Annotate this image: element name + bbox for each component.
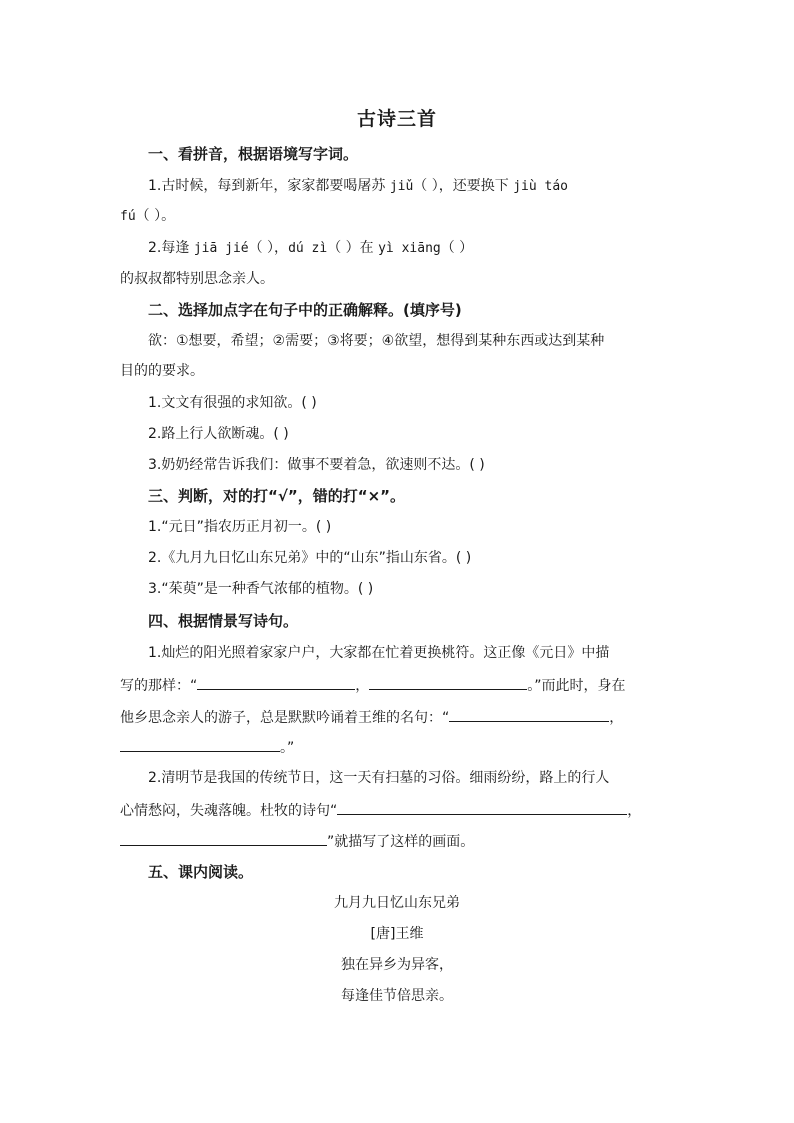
sec4-question-2-line-1: 2.清明节是我国的传统节日，这一天有扫墓的习俗。细雨纷纷，路上的行人 bbox=[148, 770, 610, 786]
pinyin-yi-xiang: yì xiāng bbox=[378, 241, 441, 256]
sec1-q1-text-a: 1.古时候，每到新年，家家都要喝屠苏 bbox=[148, 178, 390, 194]
sec1-q1-text-b: （ ），还要换下 bbox=[413, 178, 514, 194]
sec4-q1-text-f: 。” bbox=[280, 740, 295, 756]
poem-line-1: 独在异乡为异客， bbox=[341, 957, 453, 973]
sec4-question-1-line-1: 1.灿烂的阳光照着家家户户，大家都在忙着更换桃符。这正像《元日》中描 bbox=[148, 645, 610, 661]
sec3-question-3: 3.“茱萸”是一种香气浓郁的植物。( ) bbox=[148, 581, 374, 597]
sec3-question-1: 1.“元日”指农历正月初一。( ) bbox=[148, 519, 332, 535]
sec4-question-1-line-2 bbox=[120, 674, 626, 696]
pinyin-jiu: jiǔ bbox=[389, 179, 414, 194]
answer-blank-qingming-1[interactable] bbox=[337, 799, 627, 815]
section-2-heading: 二、选择加点字在句子中的正确解释。(填序号) bbox=[148, 301, 462, 319]
sec2-question-1: 1.文文有很强的求知欲。( ) bbox=[148, 395, 317, 411]
sec1-q2-text-c: （ ）在 bbox=[327, 240, 379, 256]
section-4-heading: 四、根据情景写诗句。 bbox=[148, 612, 299, 630]
pinyin-fu: fú bbox=[120, 209, 136, 224]
sec4-q1-text-a: 写的那样：“ bbox=[120, 678, 198, 694]
sec3-question-2: 2.《九月九日忆山东兄弟》中的“山东”指山东省。( ) bbox=[148, 550, 472, 566]
answer-blank-yuanri-2[interactable] bbox=[369, 674, 527, 690]
sec1-question-2-line-2: 的叔叔都特别思念亲人。 bbox=[120, 271, 274, 287]
pinyin-du-zi: dú zì bbox=[288, 241, 328, 256]
sec1-question-1-line-2 bbox=[120, 206, 175, 227]
poem-line-2: 每逢佳节倍思亲。 bbox=[341, 988, 453, 1004]
sec2-question-3: 3.奶奶经常告诉我们：做事不要着急，欲速则不达。( ) bbox=[148, 457, 485, 473]
section-3-heading: 三、判断，对的打“√”，错的打“×”。 bbox=[148, 487, 406, 505]
sec4-question-1-line-4 bbox=[120, 736, 294, 758]
sec4-q1-text-c: 。”而此时，身在 bbox=[527, 678, 626, 694]
sec4-q1-text-b: ， bbox=[355, 678, 370, 694]
sec2-question-2: 2.路上行人欲断魂。( ) bbox=[148, 426, 289, 442]
sec2-definition-line-1: 欲：①想要，希望；②需要；③将要；④欲望，想得到某种东西或达到某种 bbox=[148, 333, 605, 349]
sec4-q2-text-a: 心情愁闷，失魂落魄。杜牧的诗句“ bbox=[120, 803, 338, 819]
sec4-question-2-line-2 bbox=[120, 799, 641, 821]
sec4-q2-text-b: ， bbox=[627, 803, 642, 819]
sec1-q1-text-c: （ ）。 bbox=[135, 208, 176, 224]
sec4-question-2-line-3 bbox=[120, 830, 474, 852]
poem-title: 九月九日忆山东兄弟 bbox=[334, 895, 460, 911]
poem-author: [唐]王维 bbox=[370, 926, 424, 942]
sec1-q2-text-a: 2.每逢 bbox=[148, 240, 194, 256]
page-title: 古诗三首 bbox=[356, 108, 437, 130]
pinyin-jia-jie: jiā jié bbox=[193, 241, 249, 256]
section-5-heading: 五、课内阅读。 bbox=[148, 863, 254, 881]
section-1-heading: 一、看拼音，根据语境写字词。 bbox=[148, 145, 359, 163]
sec1-question-2-line-1 bbox=[148, 238, 473, 259]
sec1-q2-text-d: （ ） bbox=[440, 240, 474, 256]
sec4-q1-text-e: ， bbox=[609, 710, 624, 726]
sec4-question-1-line-3 bbox=[120, 706, 623, 728]
sec2-definition-line-2: 目的的要求。 bbox=[120, 363, 204, 379]
answer-blank-qingming-2[interactable] bbox=[120, 830, 327, 846]
sec4-q2-text-c: ”就描写了这样的画面。 bbox=[327, 834, 475, 850]
answer-blank-wangwei-2[interactable] bbox=[120, 736, 280, 752]
answer-blank-wangwei-1[interactable] bbox=[449, 706, 609, 722]
sec1-question-1-line-1 bbox=[148, 176, 568, 197]
pinyin-jiu-tao: jiù táo bbox=[513, 179, 568, 194]
sec1-q2-text-b: （ ）， bbox=[248, 240, 289, 256]
answer-blank-yuanri-1[interactable] bbox=[197, 674, 355, 690]
sec4-q1-text-d: 他乡思念亲人的游子，总是默默吟诵着王维的名句：“ bbox=[120, 710, 450, 726]
